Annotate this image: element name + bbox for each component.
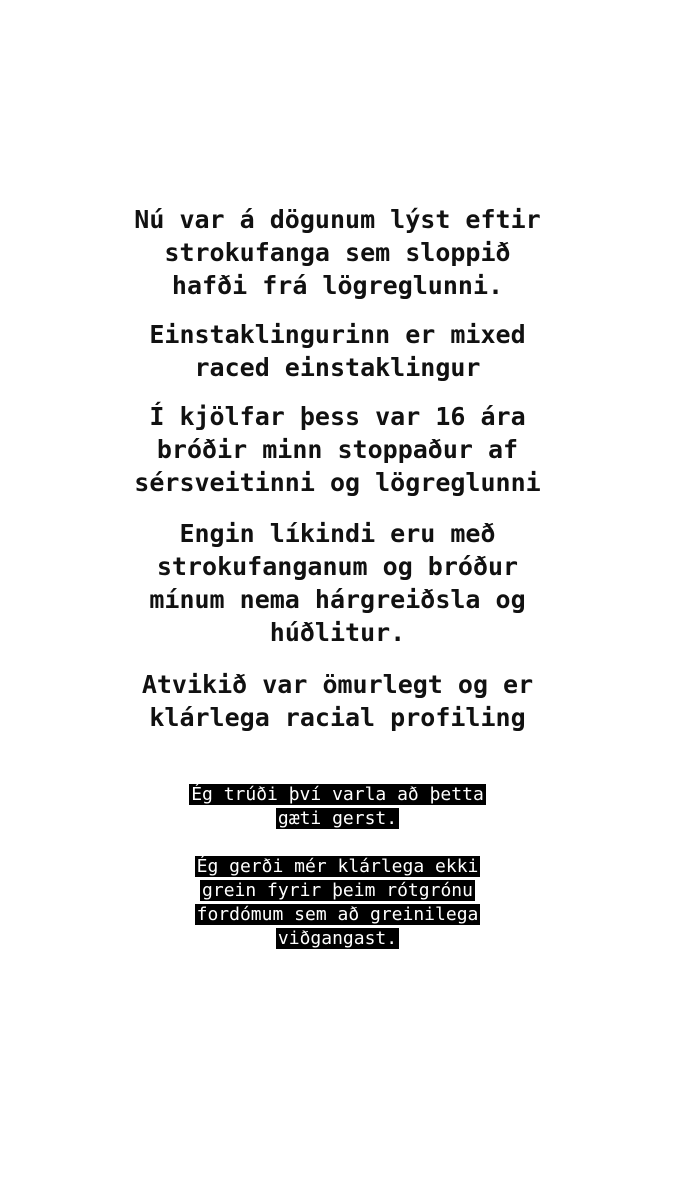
highlighted-text: fordómum sem að greinilega	[196, 904, 479, 925]
story-text-line: raced einstaklingur	[194, 353, 481, 382]
story-paragraph-1	[0, 203, 675, 302]
highlighted-text: viðgangast.	[277, 928, 398, 949]
highlighted-line	[0, 783, 675, 807]
story-text-line: Í kjölfar þess var 16 ára	[149, 402, 526, 431]
story-text-line: klárlega racial profiling	[149, 703, 526, 732]
story-paragraph-5	[0, 668, 675, 734]
story-paragraph-4	[0, 517, 675, 649]
highlighted-line	[0, 855, 675, 879]
story-text-line: strokufanganum og bróður	[156, 552, 519, 581]
story-text-line: hafði frá lögreglunni.	[171, 271, 504, 300]
story-text-line: strokufanga sem sloppið	[164, 238, 511, 267]
highlighted-line	[0, 807, 675, 831]
story-text-line: Engin líkindi eru með	[179, 519, 496, 548]
story-text-line: mínum nema hárgreiðsla og	[149, 585, 526, 614]
story-text-line: bróðir minn stoppaður af	[156, 435, 519, 464]
highlighted-text: Ég trúði því varla að þetta	[191, 784, 484, 805]
highlighted-text: gæti gerst.	[277, 808, 398, 829]
highlighted-line	[0, 927, 675, 951]
story-text-line: sérsveitinni og lögreglunni	[134, 468, 541, 497]
story-paragraph-3	[0, 400, 675, 499]
story-paragraph-2	[0, 318, 675, 384]
highlighted-line	[0, 879, 675, 903]
story-text-line: Nú var á dögunum lýst eftir	[134, 205, 541, 234]
story-text-line: Einstaklingurinn er mixed	[149, 320, 526, 349]
story-text-line: Atvikið var ömurlegt og er	[141, 670, 534, 699]
highlighted-text-block-1	[0, 783, 675, 831]
highlighted-text: Ég gerði mér klárlega ekki	[196, 856, 479, 877]
highlighted-text-block-2	[0, 855, 675, 951]
highlighted-text: grein fyrir þeim rótgrónu	[202, 880, 473, 901]
story-text-line: húðlitur.	[269, 618, 406, 647]
highlighted-line	[0, 903, 675, 927]
